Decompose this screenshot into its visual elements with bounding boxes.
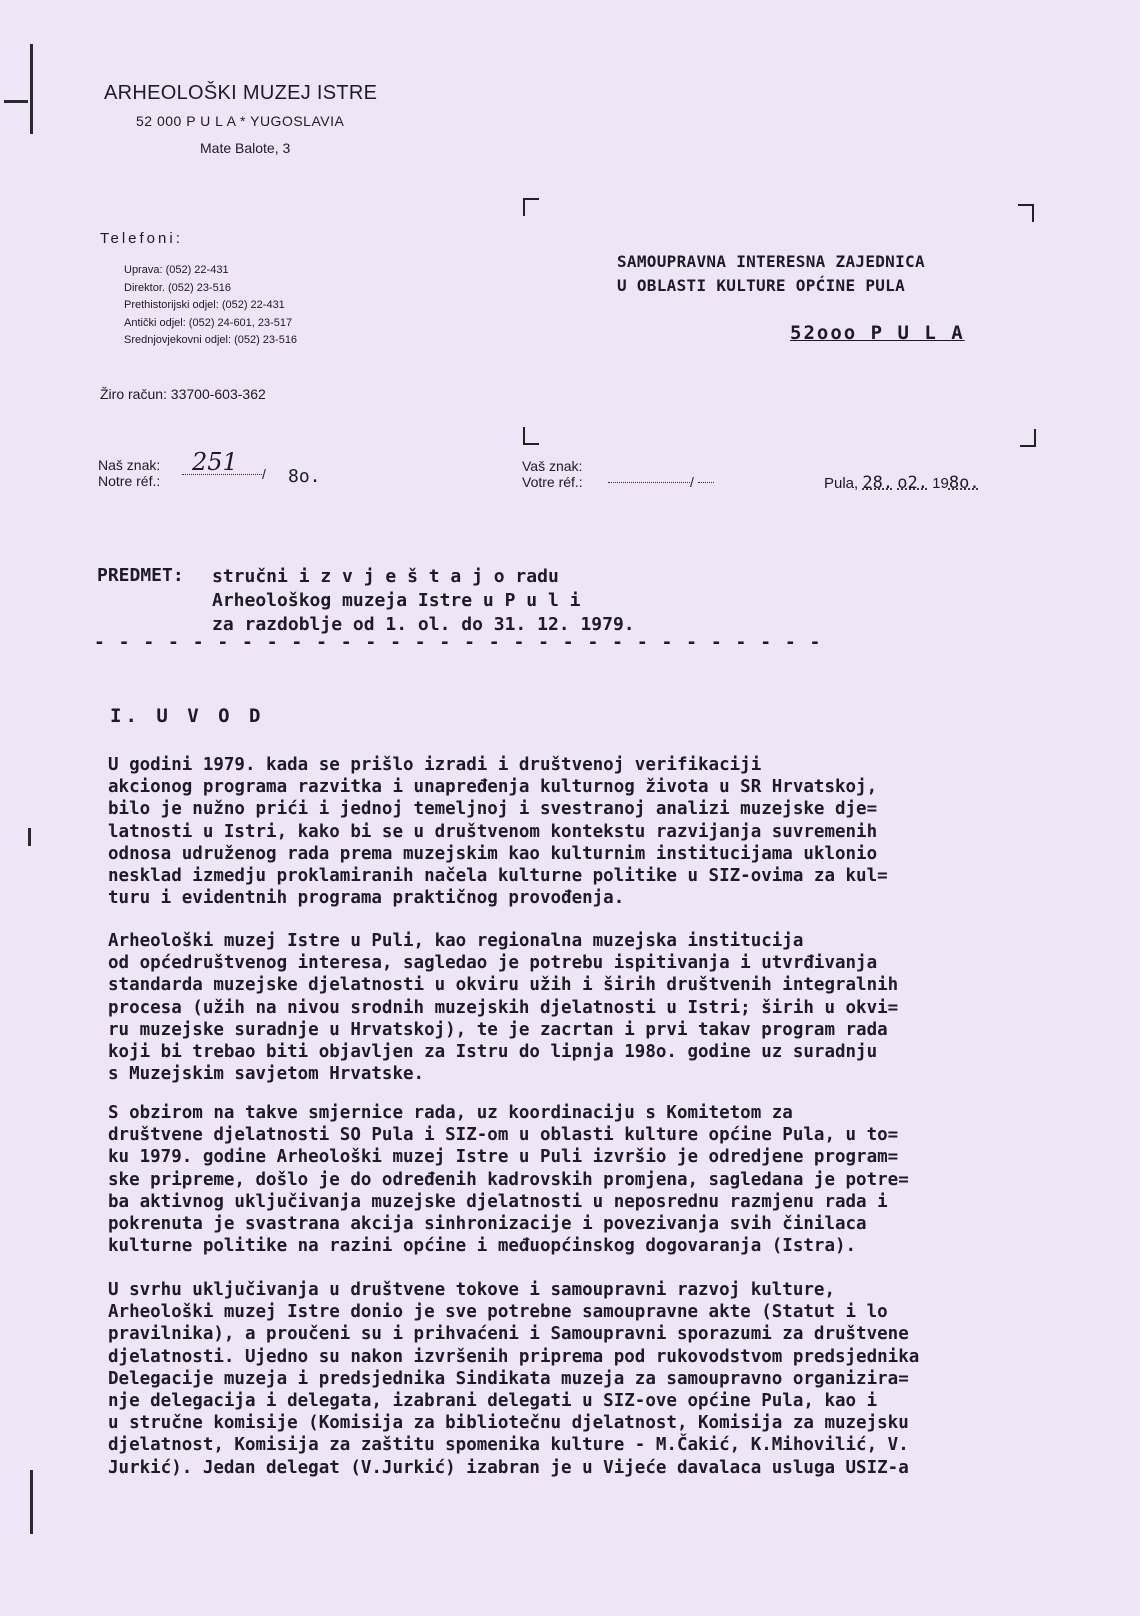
text-line: od općedruštvenog interesa, sagledao je potrebu ispitivanja i utvrđivanja [108,953,878,974]
paragraph-1 [108,754,1068,909]
address-corner-top-right [1018,204,1034,222]
binder-mark-top [30,44,33,134]
address-corner-bottom-right [1020,429,1036,447]
phones-label: Telefoni: [100,230,183,247]
phone-line: Direktor. (052) 23-516 [124,281,231,294]
text-line: Jurkić). Jedan delegat (V.Jurkić) izabran je u Vijeće davalaca usluga USIZ-a [108,1457,909,1478]
reference-slash: / [262,466,266,482]
their-reference-label [522,458,583,490]
phone-line: Srednjovjekovni odjel: (052) 23-516 [124,334,298,346]
address-corner-bottom-left [523,427,539,445]
their-ref-label-hr: Vaš znak: [522,458,583,474]
text-line: s Muzejskim savjetom Hrvatske. [108,1064,425,1085]
text-line: ku 1979. godine Arheološki muzej Istre u Puli izvršio je odredjene program= [108,1147,899,1168]
date-year-prefix: 19 [932,475,949,492]
text-line: ba aktivnog uključivanja muzejske djelatnosti u neposrednu razmjenu rada i [108,1191,888,1212]
phone-line: Uprava: (052) 22-431 [124,264,229,276]
date-day: 28. [862,473,894,493]
text-line: društvene djelatnosti SO Pula i SIZ-om u oblasti kulture općine Pula, u to= [108,1125,899,1146]
reference-dotted-line [182,474,262,475]
date-month: o2. [897,473,928,493]
text-line: S obzirom na takve smjernice rada, uz koordinaciju s Komitetom za [108,1103,793,1123]
reference-year: 8o. [288,466,321,487]
text-line: U godini 1979. kada se prišlo izradi i društvenoj verifikaciji [108,755,762,775]
address-corner-top-left [523,198,539,216]
text-line: ru muzejske suradnje u Hrvatskoj), te je zacrtan i prvi takav program rada [108,1019,888,1040]
subject-text [212,565,635,637]
subject-label: PREDMET: [97,565,184,586]
paragraph-4 [108,1279,1068,1479]
text-line: bilo je nužno prići i jednoj temeljnoj i svestranoj analizi muzejske dje= [108,799,878,820]
our-ref-label-fr: Notre réf.: [98,473,161,489]
text-line: latnosti u Istri, kako bi se u društvenom kontekstu razvijanja suvremenih [108,821,878,842]
recipient-line: U OBLASTI KULTURE OPĆINE PULA [617,276,906,295]
text-line: koji bi trebao biti objavljen za Istru do lipnja 198o. godine uz suradnju [108,1042,878,1063]
text-line: pravilnika), a proučeni su i prihvaćeni i Samoupravni sporazumi za društvene [108,1324,909,1345]
reference-number: 251 [192,448,238,476]
text-line: u stručne komisije (Komisija za bibliotečnu djelatnost, Komisija za muzejsku [108,1413,909,1434]
paragraph-3 [108,1102,1068,1257]
text-line: nje delegacija i delegata, izabrani delegati u SIZ-ove općine Pula, kao i [108,1391,878,1412]
binder-tick [4,100,28,103]
binder-mark-middle [28,828,31,846]
text-line: Arheološki muzej Istre donio je sve potrebne samoupravne akte (Statut i lo [108,1302,888,1323]
subject-line: Arheološkog muzeja Istre u P u l i [212,590,581,611]
phone-line: Antički odjel: (052) 24-601, 23-517 [124,316,293,329]
phone-line: Prethistorijski odjel: (052) 22-431 [124,299,285,311]
text-line: turu i evidentnih programa praktičnog provođenja. [108,888,625,909]
letter-date [824,473,980,493]
text-line: nesklad izmedju proklamiranih načela kulturne politike u SIZ-ovima za kul= [108,866,888,887]
text-line: Delegacije muzeja i predsjednika Sindikata muzeja za samoupravno organizira= [108,1368,909,1389]
date-prefix: Pula, [824,475,859,492]
text-line: pokrenuta je svastrana akcija sinhronizacije i povezivanja svih činilaca [108,1214,867,1235]
text-line: odnosa udruženog rada prema muzejskim kao kulturnim institucijama uklonio [108,843,878,864]
org-city-line: 52 000 P U L A * YUGOSLAVIA [136,113,345,129]
their-ref-dotted-line-2 [698,482,714,483]
subject-line: za razdoblje od 1. ol. do 31. 12. 1979. [212,614,635,635]
text-line: procesa (užih na nivou srodnih muzejskih djelatnosti u Istri; širih u okvi= [108,997,899,1018]
recipient-city: 52ooo P U L A [790,322,965,344]
their-ref-label-fr: Votre réf.: [522,474,583,490]
subject-line: stručni i z v j e š t a j o radu [212,566,559,587]
giro-account: Žiro račun: 33700-603-362 [100,386,266,402]
our-reference-label [98,457,160,489]
text-line: Arheološki muzej Istre u Puli, kao regionalna muzejska institucija [108,931,804,951]
recipient-address [617,250,925,298]
text-line: U svrhu uključivanja u društvene tokove i samoupravni razvoj kulture, [108,1280,835,1300]
org-street: Mate Balote, 3 [200,140,291,156]
phones-list [124,262,297,350]
subject-rule: - - - - - - - - - - - - - - - - - - - - - - - - - - - - - - [94,632,822,653]
recipient-line: SAMOUPRAVNA INTERESNA ZAJEDNICA [617,252,925,271]
binder-mark-bottom [30,1470,33,1534]
text-line: ske pripreme, došlo je do određenih kadrovskih promjena, sagledana je potre= [108,1169,909,1190]
their-ref-dotted-line [608,482,690,483]
paragraph-2 [108,930,1068,1085]
text-line: akcionog programa razvitka i unapređenja kulturnog života u SR Hrvatskoj, [108,777,878,798]
their-ref-slash: / [690,474,694,490]
our-ref-label-hr: Naš znak: [98,457,161,473]
date-year-suffix: 8o. [948,473,980,493]
text-line: djelatnosti. Ujedno su nakon izvršenih priprema pod rukovodstvom predsjednika [108,1346,920,1367]
text-line: djelatnost, Komisija za zaštitu spomenika kulture - M.Čakić, K.Mihovilić, V. [108,1435,909,1456]
section-title: I. U V O D [110,705,265,727]
text-line: kulturne politike na razini općine i međuopćinskog dogovaranja (Istra). [108,1236,857,1257]
org-name: ARHEOLOŠKI MUZEJ ISTRE [104,82,378,104]
text-line: standarda muzejske djelatnosti u okviru užih i širih društvenih integralnih [108,975,899,996]
